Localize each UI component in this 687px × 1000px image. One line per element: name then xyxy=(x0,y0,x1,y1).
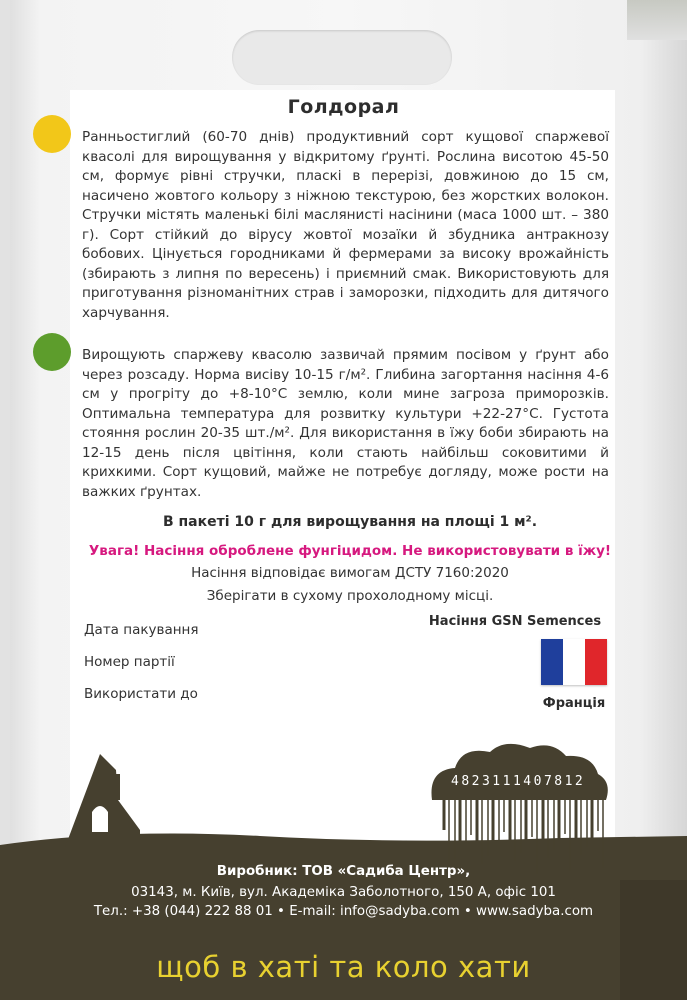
green-dot-icon xyxy=(33,333,71,371)
variety-description: Ранньостиглий (60-70 днів) продуктивний сорт кущової спаржевої квасолі для вирощування у відкритому ґрунті. Рослина висотою 45-50 см, формує рівні стручки, пласкі в перерізі, довжиною до 15 см, насичено жовтого кольору з ніжною текстурою, без жорстких волокон. Стручки містять маленькі білі маслянисті насінини (маса 1000 шт. – 380 г). Сорт стійкий до вірусу жовтої мозаїки й збудника антракнозу бобових. Цінується городниками й фермерами за високу врожайність (збирають з липня по вересень) і приємний смак. Використовують для приготування різноманітних страв і заморозки, підходить для дитячого харчування. xyxy=(82,129,609,321)
manufacturer-contacts: Тел.: +38 (044) 222 88 01 • E-mail: info@sadyba.com • www.sadyba.com xyxy=(93,904,594,919)
batch-number-label: Номер партії xyxy=(84,654,175,670)
product-title: Голдорал xyxy=(287,96,400,118)
standard-note: Насіння відповідає вимогам ДСТУ 7160:2020 xyxy=(191,565,509,581)
yellow-dot-icon xyxy=(33,115,71,153)
country-of-origin: Франція xyxy=(542,696,606,711)
fungicide-warning: Увага! Насіння оброблене фунгіцидом. Не використовувати в їжу! xyxy=(88,543,612,559)
hang-hole xyxy=(232,30,452,85)
storage-note: Зберігати в сухому прохолодному місці. xyxy=(206,588,494,604)
packet-corner xyxy=(627,0,687,40)
france-flag-icon xyxy=(541,639,607,685)
house-window xyxy=(92,806,108,832)
seed-brand: Насіння GSN Semences xyxy=(428,614,602,629)
growing-instructions: Вирощують спаржеву квасолю зазвичай прямим посівом у ґрунт або через розсаду. Норма висіву 10-15 г/м². Глибина загортання насіння 4-6 см у прогріту до +8-10°С землю, коли мине загроза приморозків. Оптимальна температура для розвитку культури +22-27°С. Густота стояння рослин 20-35 шт./м². Для використання в їжу боби збирають на 12-15 день після цвітіння, коли стають найбільш соковитими й крихкими. Сорт кущовий, майже не потребує догляду, може рости на важких ґрунтах. xyxy=(82,347,609,500)
rain-cloud-icon xyxy=(431,744,607,800)
brand-slogan: щоб в хаті та коло хати xyxy=(156,950,531,984)
pack-date-label: Дата пакування xyxy=(84,622,199,638)
use-before-label: Використати до xyxy=(84,686,198,702)
manufacturer: Виробник: ТОВ «Садиба Центр», xyxy=(216,864,471,879)
package-info: В пакеті 10 г для вирощування на площі 1 м². xyxy=(162,514,538,530)
barcode-number: 4823111407812 xyxy=(451,774,586,789)
house-icon xyxy=(64,754,140,850)
manufacturer-address: 03143, м. Київ, вул. Академіка Заболотного, 150 А, офіс 101 xyxy=(131,885,556,900)
